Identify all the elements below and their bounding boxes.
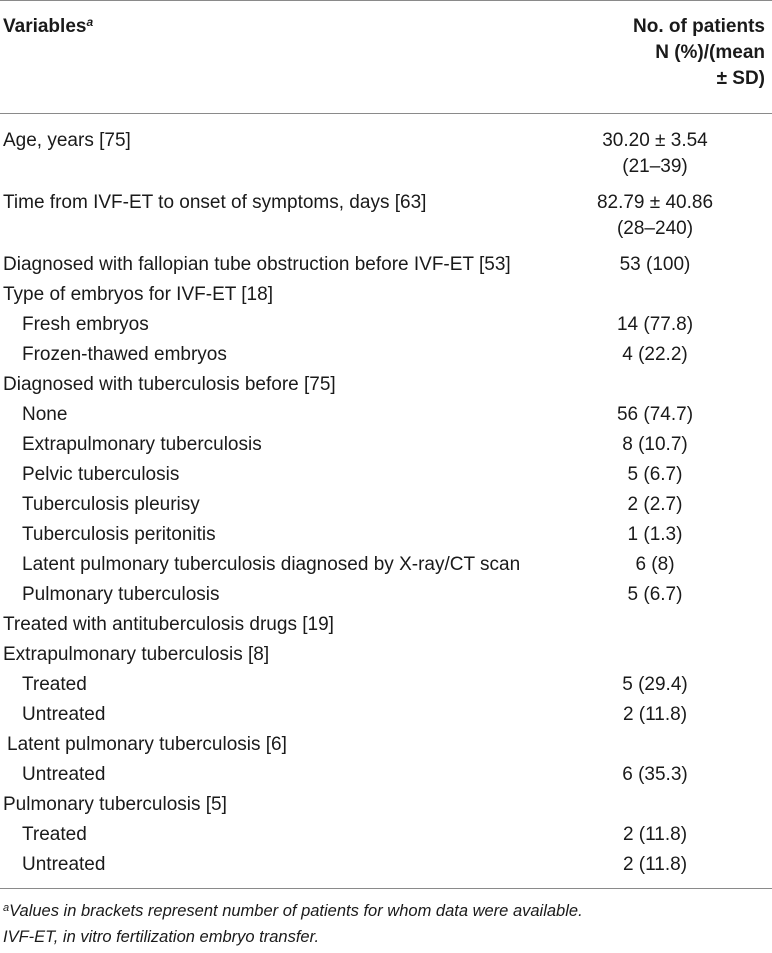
header-variables-text: Variables — [3, 16, 87, 37]
footnote-line2: IVF-ET, in vitro fertilization embryo transfer. — [3, 928, 320, 946]
table-row — [0, 822, 772, 852]
table-row — [0, 642, 772, 672]
table-row — [0, 128, 772, 190]
row-label: Extrapulmonary tuberculosis [8] — [3, 644, 270, 665]
table-row — [0, 612, 772, 642]
row-value: 2 (11.8) — [622, 704, 688, 725]
value-line1: 30.20 ± 3.54 — [602, 130, 708, 151]
row-value: 5 (6.7) — [627, 464, 683, 485]
row-label: Untreated — [22, 764, 106, 785]
header-patients-line3: ± SD) — [716, 68, 765, 89]
row-value: 6 (8) — [635, 554, 675, 575]
row-label: Untreated — [22, 704, 106, 725]
table-row — [0, 492, 772, 522]
bottom-rule — [0, 888, 772, 889]
table-row — [0, 732, 772, 762]
row-value: 2 (11.8) — [622, 854, 688, 875]
row-value: 1 (1.3) — [627, 524, 683, 545]
table-row — [0, 190, 772, 252]
table-row — [0, 672, 772, 702]
footnote — [3, 898, 583, 950]
row-value: 56 (74.7) — [616, 404, 694, 425]
row-value: 53 (100) — [619, 254, 691, 275]
row-label: Tuberculosis peritonitis — [22, 524, 216, 545]
header-variables — [3, 14, 93, 40]
row-label: Pulmonary tuberculosis — [22, 584, 220, 605]
row-label: Diagnosed with fallopian tube obstruction before IVF-ET [53] — [3, 254, 511, 275]
row-label: None — [22, 404, 68, 425]
row-value — [565, 190, 745, 242]
table-row — [0, 762, 772, 792]
footnote-superscript: a — [3, 902, 10, 914]
table-row — [0, 852, 772, 882]
footnote-line1 — [3, 898, 583, 924]
row-label: Pulmonary tuberculosis [5] — [3, 794, 227, 815]
row-value: 4 (22.2) — [622, 344, 688, 365]
table-row — [0, 582, 772, 612]
row-label: Frozen-thawed embryos — [22, 344, 227, 365]
row-value: 2 (11.8) — [622, 824, 688, 845]
table-row — [0, 282, 772, 312]
table-row — [0, 462, 772, 492]
table-row — [0, 552, 772, 582]
table-row — [0, 372, 772, 402]
row-label: Untreated — [22, 854, 106, 875]
row-label: Latent pulmonary tuberculosis diagnosed by X-ray/CT scan — [22, 554, 521, 575]
row-label: Tuberculosis pleurisy — [22, 494, 200, 515]
row-label: Extrapulmonary tuberculosis — [22, 434, 262, 455]
table-body — [0, 128, 772, 882]
row-label: Diagnosed with tuberculosis before [75] — [3, 374, 336, 395]
row-label: Latent pulmonary tuberculosis [6] — [7, 734, 287, 755]
table-row — [0, 252, 772, 282]
table-row — [0, 702, 772, 732]
row-label: Type of embryos for IVF-ET [18] — [3, 284, 273, 305]
table-row — [0, 342, 772, 372]
row-value: 5 (29.4) — [622, 674, 688, 695]
table-row — [0, 312, 772, 342]
row-value: 8 (10.7) — [622, 434, 688, 455]
value-line2: (28–240) — [616, 218, 694, 239]
value-line1: 82.79 ± 40.86 — [596, 192, 714, 213]
header-patients-line1: No. of patients — [633, 16, 765, 37]
row-label: Treated with antituberculosis drugs [19] — [3, 614, 334, 635]
value-line2: (21–39) — [622, 156, 688, 177]
row-value — [565, 128, 745, 180]
row-value: 2 (2.7) — [627, 494, 683, 515]
row-value: 14 (77.8) — [616, 314, 694, 335]
row-label: Age, years [75] — [3, 130, 131, 151]
header-patients — [605, 14, 765, 92]
table-row — [0, 402, 772, 432]
row-label: Time from IVF-ET to onset of symptoms, days [63] — [3, 192, 427, 213]
row-label: Treated — [22, 674, 87, 695]
row-value: 6 (35.3) — [622, 764, 688, 785]
header-rule — [0, 113, 772, 114]
table-row — [0, 432, 772, 462]
table-row — [0, 792, 772, 822]
table-row — [0, 522, 772, 552]
row-value: 5 (6.7) — [627, 584, 683, 605]
footnote-text1: Values in brackets represent number of patients for whom data were available. — [9, 902, 583, 920]
top-rule — [0, 0, 772, 1]
row-label: Treated — [22, 824, 87, 845]
row-label: Fresh embryos — [22, 314, 149, 335]
row-label: Pelvic tuberculosis — [22, 464, 180, 485]
header-superscript: a — [86, 15, 94, 29]
header-patients-line2: N (%)/(mean — [655, 42, 765, 63]
